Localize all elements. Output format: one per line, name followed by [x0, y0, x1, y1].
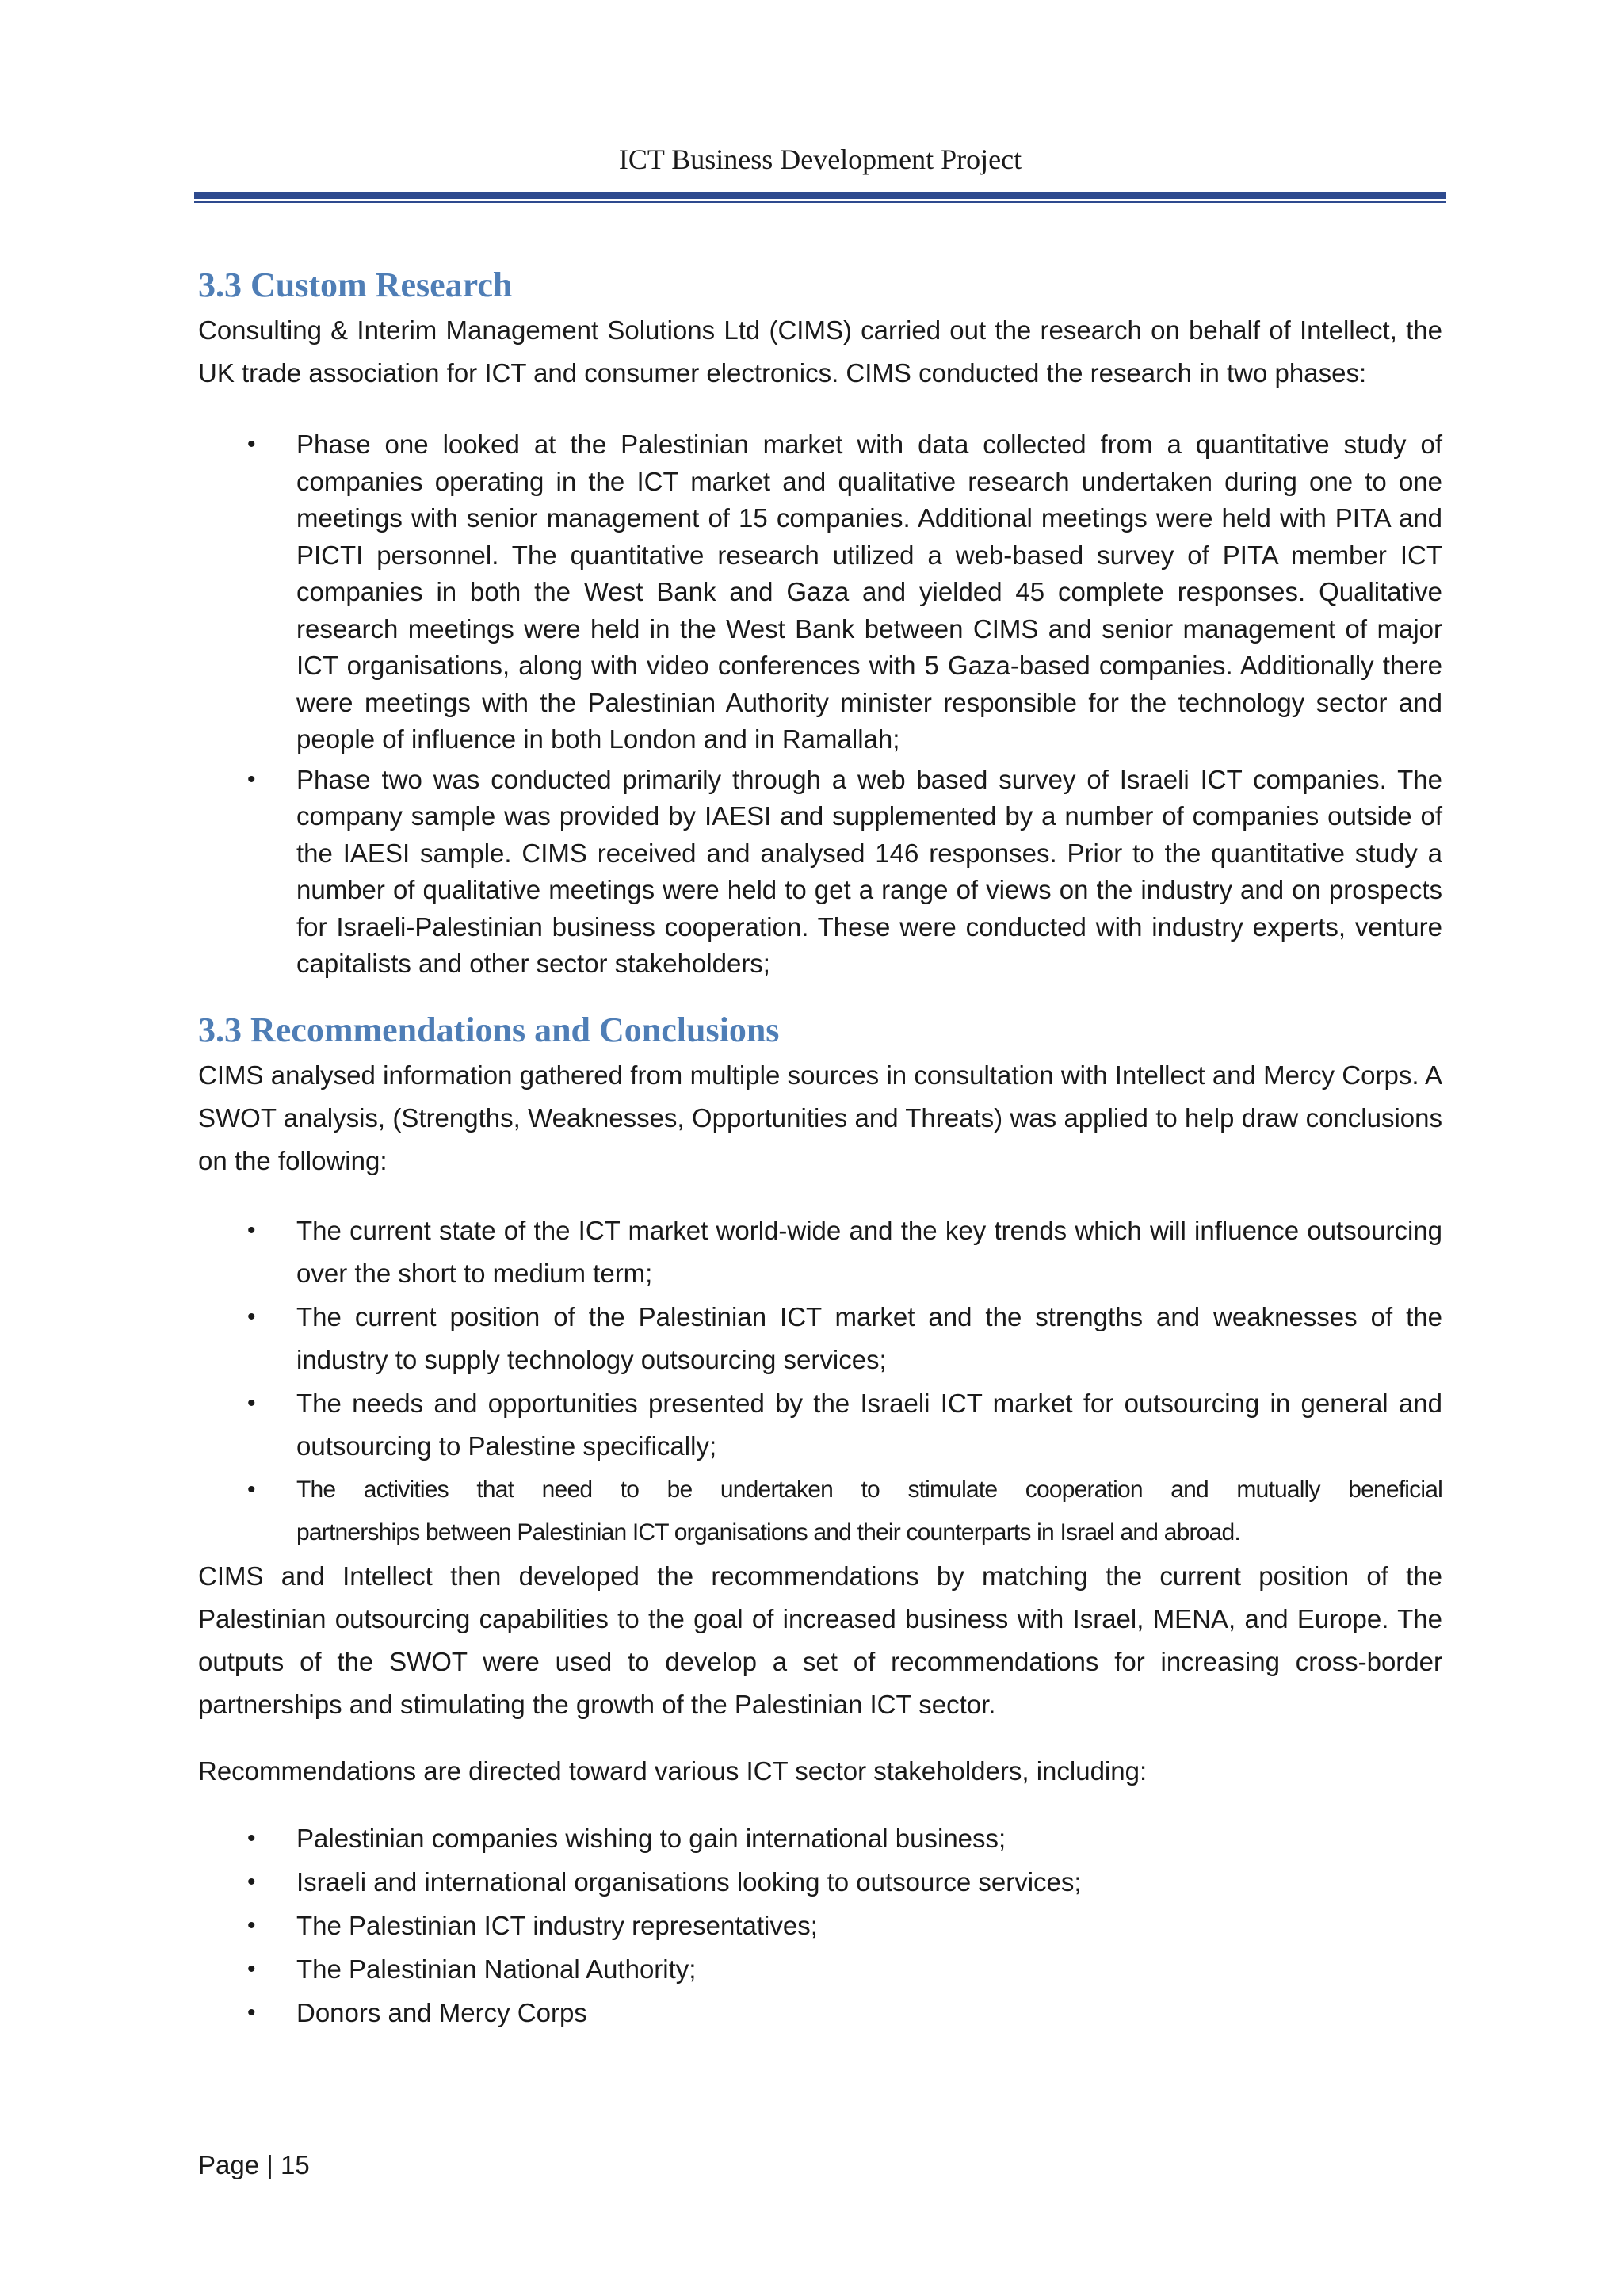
section-heading-recommendations: 3.3 Recommendations and Conclusions: [198, 1010, 780, 1049]
list-item-text: The current position of the Palestinian ICT market and the strengths and weaknesses of the industry to supply technology outsourcing services;: [296, 1301, 1442, 1374]
list-item-text: Phase two was conducted primarily through a web based survey of Israeli ICT companies. The company sample was provided by IAESI and supplemented by a number of companies outside of the IAESI sample. CIMS received and analysed 146 responses. Prior to the quantitative study a number of qualitative meetings were held to get a range of views on the industry and on prospects for Israeli-Palestinian business cooperation. These were conducted with industry experts, venture capitalists and other sector stakeholders;: [296, 764, 1442, 978]
header-rule-thin: [194, 201, 1446, 203]
list-item-text: The needs and opportunities presented by the Israeli ICT market for outsourcing in general and outsourcing to Palestine specifically;: [296, 1388, 1442, 1461]
list-item-text-line1: The activities that need to be undertaken to stimulate cooperation and mutually beneficial: [296, 1476, 1442, 1503]
list-item: [198, 1382, 1442, 1468]
running-header: ICT Business Development Project: [618, 143, 1022, 175]
bullet-icon: •: [247, 1999, 256, 2026]
list-item: [198, 1904, 1442, 1947]
list-item: [198, 762, 1442, 983]
research-phases-list: [198, 426, 1442, 983]
bullet-icon: •: [247, 1912, 256, 1939]
header-rule-thick: [194, 192, 1446, 199]
list-item: [198, 1817, 1442, 1860]
bullet-icon: •: [247, 1303, 256, 1330]
bullet-icon: •: [247, 431, 256, 457]
list-item: [198, 1991, 1442, 2034]
list-item: [198, 1296, 1442, 1381]
stakeholders-intro: Recommendations are directed toward various ICT sector stakeholders, including:: [198, 1755, 1148, 1786]
swot-conclusions-list: [198, 1209, 1442, 1554]
page-content: [198, 262, 1442, 2034]
bullet-icon: •: [247, 1389, 256, 1416]
list-item-text: Donors and Mercy Corps: [296, 1997, 587, 2027]
bullet-icon: •: [247, 1824, 256, 1851]
list-item: [198, 1860, 1442, 1904]
recommendations-intro: CIMS analysed information gathered from multiple sources in consultation with Intellect and Mercy Corps. A SWOT analysis, (Strengths, Weaknesses, Opportunities and Threats) was applied to help draw conclusions on the following:: [198, 1060, 1442, 1175]
list-item: [198, 1469, 1442, 1554]
list-item-text: Phase one looked at the Palestinian market with data collected from a quantitative study of companies operating in the ICT market and qualitative research undertaken during one to one meetings with senior management of 15 companies. Additional meetings were held with PITA and PICTI personnel. The quantitative research utilized a web-based survey of PITA member ICT companies in both the West Bank and Gaza and yielded 45 complete responses. Qualitative research meetings were held in the West Bank between CIMS and senior management of major ICT organisations, along with video conferences with 5 Gaza-based companies. Additionally there were meetings with the Palestinian Authority minister responsible for the technology sector and people of influence in both London and in Ramallah;: [296, 430, 1442, 754]
list-item-text: Israeli and international organisations looking to outsource services;: [296, 1866, 1082, 1897]
bullet-icon: •: [247, 1476, 256, 1503]
list-item-text: The Palestinian National Authority;: [296, 1954, 697, 1984]
bullet-icon: •: [247, 1217, 256, 1244]
stakeholders-list: [198, 1817, 1442, 2034]
list-item-text: The current state of the ICT market world-wide and the key trends which will influence outsourcing over the short to medium term;: [296, 1215, 1442, 1288]
list-item-text: Palestinian companies wishing to gain international business;: [296, 1823, 1006, 1853]
custom-research-intro: Consulting & Interim Management Solutions Ltd (CIMS) carried out the research on behalf of Intellect, the UK trade association for ICT and consumer electronics. CIMS conducted the research in two phases:: [198, 315, 1442, 388]
list-item: [198, 426, 1442, 758]
bullet-icon: •: [247, 1955, 256, 1982]
page-number: Page | 15: [198, 2150, 310, 2179]
list-item-text: The Palestinian ICT industry representatives;: [296, 1910, 818, 1940]
bullet-icon: •: [247, 766, 256, 793]
list-item-text-line2: partnerships between Palestinian ICT organisations and their counterparts in Israel and abroad.: [296, 1519, 1240, 1545]
bullet-icon: •: [247, 1868, 256, 1895]
list-item: [198, 1209, 1442, 1295]
recommendations-paragraph: CIMS and Intellect then developed the recommendations by matching the current position of the Palestinian outsourcing capabilities to the goal of increased business with Israel, MENA, and Europe. The outputs of the SWOT were used to develop a set of recommendations for increasing cross-border partnerships and stimulating the growth of the Palestinian ICT sector.: [198, 1561, 1442, 1719]
list-item: [198, 1947, 1442, 1991]
section-heading-custom-research: 3.3 Custom Research: [198, 266, 513, 304]
